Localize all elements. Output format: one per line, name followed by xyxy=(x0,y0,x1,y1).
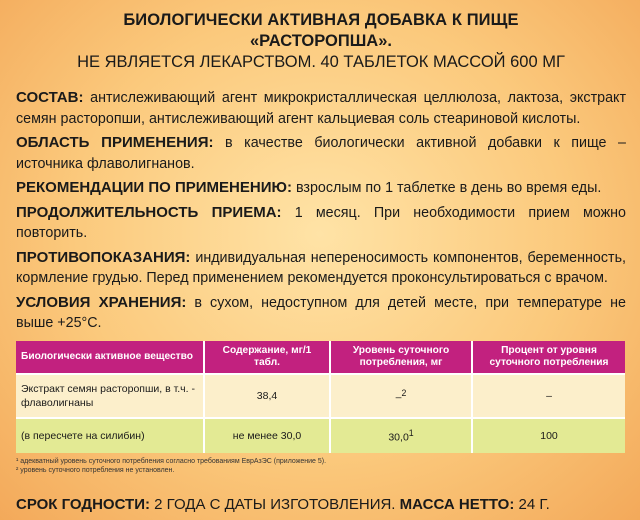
cell-daily-level-value: 30,0 xyxy=(388,431,409,444)
section-usage xyxy=(16,178,626,199)
section-text: антислеживающий агент микрокристаллическая целлюлоза, лактоза, экстракт семян расторопши, антислеживающий агент кальциевая соль стеариновой кислоты. xyxy=(16,90,626,127)
title-line-2: «РАСТОРОПША». xyxy=(250,32,392,50)
section-text: в сухом, недоступном для детей месте, при температуре не выше +25°С. xyxy=(16,294,627,331)
section-label: СОСТАВ: xyxy=(16,89,84,106)
section-label: ОБЛАСТЬ ПРИМЕНЕНИЯ: xyxy=(16,134,214,151)
net-weight-label: МАССА НЕТТО: xyxy=(395,495,515,513)
title-line-1: БИОЛОГИЧЕСКИ АКТИВНАЯ ДОБАВКА К ПИЩЕ xyxy=(123,11,519,29)
cell-content: не менее 30,0 xyxy=(204,418,330,453)
table-header-row xyxy=(16,341,625,374)
info-sections xyxy=(16,88,626,334)
section-application xyxy=(16,133,626,174)
shelf-life-value: 2 ГОДА С ДАТЫ ИЗГОТОВЛЕНИЯ. xyxy=(150,495,396,513)
section-text: в качестве биологически активной добавки к пище – источника флаволигнанов. xyxy=(16,135,626,172)
cell-daily-level xyxy=(330,418,472,453)
shelf-life-label: СРОК ГОДНОСТИ: xyxy=(16,495,150,513)
section-composition xyxy=(16,88,626,129)
label-header xyxy=(16,10,626,73)
label-sheet xyxy=(16,10,626,515)
cell-percent: 100 xyxy=(472,418,625,453)
section-label: ПРОТИВОПОКАЗАНИЯ: xyxy=(16,248,191,266)
column-header-daily-level: Уровень суточного потребления, мг xyxy=(330,341,472,374)
section-text: 1 месяц. При необходимости прием можно повторить. xyxy=(16,204,626,241)
section-text: индивидуальная непереносимость компонентов, беременность, кормление грудью. Перед применением рекомендуется проконсультироваться с врачом. xyxy=(16,249,626,286)
section-contraindications xyxy=(16,248,626,289)
shelf-life-line xyxy=(16,495,626,515)
cell-substance: (в пересчете на силибин) xyxy=(16,418,204,453)
section-label: УСЛОВИЯ ХРАНЕНИЯ: xyxy=(16,293,187,311)
column-header-substance: Биологически активное вещество xyxy=(16,341,204,374)
section-label: РЕКОМЕНДАЦИИ ПО ПРИМЕНЕНИЮ: xyxy=(16,179,292,196)
footnote-ref: 1 xyxy=(408,428,414,439)
cell-daily-level-value: – xyxy=(395,391,402,404)
section-duration xyxy=(16,203,626,244)
footnote-ref: 2 xyxy=(401,388,407,399)
cell-substance: Экстракт семян расторопши, в т.ч. - флаволигнаны xyxy=(16,374,204,418)
subtitle: НЕ ЯВЛЯЕТСЯ ЛЕКАРСТВОМ. 40 ТАБЛЕТОК МАССОЙ 600 МГ xyxy=(77,53,565,71)
footnote-2: ² уровень суточного потребления не установлен. xyxy=(16,466,175,474)
column-header-content: Содержание, мг/1 табл. xyxy=(204,341,330,374)
table-row xyxy=(16,374,625,418)
footnote-1: ¹ адекватный уровень суточного потребления согласно требованиям ЕврАзЭС (приложение 5). xyxy=(16,457,327,465)
section-storage xyxy=(16,293,626,334)
table-row xyxy=(16,418,625,453)
cell-content: 38,4 xyxy=(204,374,330,418)
cell-daily-level xyxy=(330,374,472,418)
net-weight-value: 24 Г. xyxy=(514,495,550,513)
section-label: ПРОДОЛЖИТЕЛЬНОСТЬ ПРИЕМА: xyxy=(16,203,282,221)
footnotes xyxy=(16,457,626,475)
section-text: взрослым по 1 таблетке в день во время еды. xyxy=(291,180,602,196)
cell-percent: – xyxy=(472,374,625,418)
column-header-percent: Процент от уровня суточного потребления xyxy=(472,341,625,374)
nutrition-table xyxy=(16,341,625,453)
